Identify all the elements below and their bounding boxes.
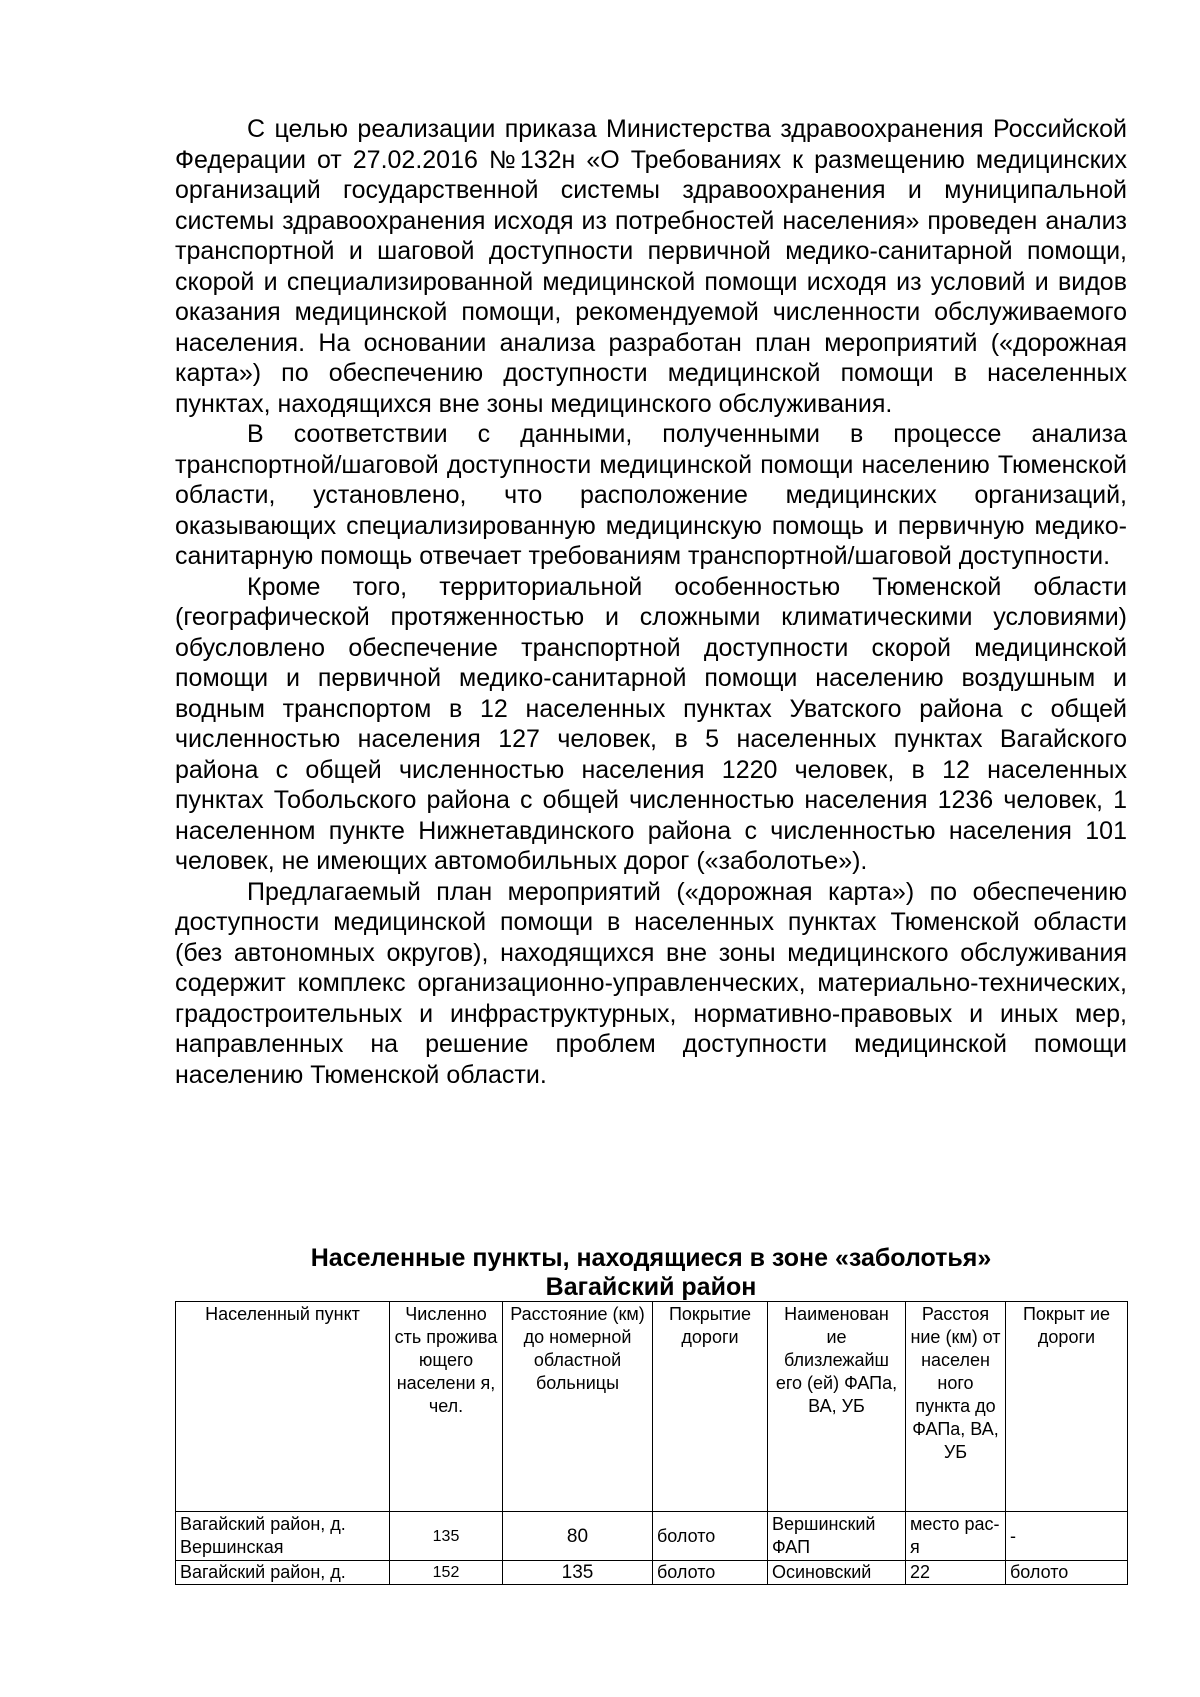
- cell-population: 152: [390, 1561, 503, 1585]
- cell-road-surface-2: болото: [1006, 1561, 1128, 1585]
- paragraph-4: Предлагаемый план мероприятий («дорожная карта») по обеспечению доступности медицинской помощи в населенных пунктах Тюменской области (без автономных округов), находящихся вне зоны медицинского обслуживания содержит комплекс организационно-управленческих, материально-технических, градостроительных и инфраструктурных, нормативно-правовых и иных мер, направленных на решение проблем доступности медицинской помощи населению Тюменской области.: [175, 877, 1127, 1089]
- paragraph-3: Кроме того, территориальной особенностью Тюменской области (географической протяженностью и сложными климатическими условиями) обусловлено обеспечение транспортной доступности скорой медицинской помощи и первичной медико-санитарной помощи населению воздушным и водным транспортом в 12 населенных пунктах Уватского района с общей численностью населения 127 человек, в 5 населенных пунктах Вагайского района с общей численностью населения 1220 человек, в 12 населенных пунктах Тобольского района с общей численностью населения 1236 человек, 1 населенном пункте Нижнетавдинского района с численностью населения 101 человек, не имеющих автомобильных дорог («заболотье»).: [175, 572, 1127, 875]
- cell-distance-fap: 22: [906, 1561, 1006, 1585]
- cell-distance-hospital: 80: [503, 1512, 653, 1561]
- cell-road-surface: болото: [653, 1561, 768, 1585]
- header-road-surface-2: Покрыт ие дороги: [1006, 1302, 1128, 1512]
- paragraph-1: С целью реализации приказа Министерства здравоохранения Российской Федерации от 27.02.2016 №132н «О Требованиях к размещению медицинских организаций государственной системы здравоохранения и муниципальной системы здравоохранения исходя из потребностей населения» проведен анализ транспортной и шаговой доступности первичной медико-санитарной помощи, скорой и специализированной медицинской помощи исходя из условий и видов оказания медицинской помощи, рекомендуемой численности обслуживаемого населения. На основании анализа разработан план мероприятий («дорожная карта») по обеспечению доступности медицинской помощи в населенных пунктах, находящихся вне зоны медицинского обслуживания.: [175, 115, 1127, 418]
- header-population: Численно сть прожива ющего населени я, чел.: [390, 1302, 503, 1512]
- cell-nearest-fap: Осиновский: [768, 1561, 906, 1585]
- cell-road-surface-2: -: [1006, 1512, 1128, 1561]
- settlements-table: [175, 1301, 1128, 1585]
- header-distance-hospital: Расстояние (км) до номерной областной больницы: [503, 1302, 653, 1512]
- table-row: [176, 1561, 1128, 1585]
- cell-distance-hospital: 135: [503, 1561, 653, 1585]
- cell-settlement: Вагайский район, д.: [176, 1561, 390, 1585]
- table-subtitle: Вагайский район: [545, 1273, 757, 1301]
- cell-population: 135: [390, 1512, 503, 1561]
- header-nearest-fap: Наименован ие близлежайш его (ей) ФАПа, ВА, УБ: [768, 1302, 906, 1512]
- cell-settlement: Вагайский район, д. Вершинская: [176, 1512, 390, 1561]
- header-road-surface: Покрытие дороги: [653, 1302, 768, 1512]
- cell-nearest-fap: Вершинский ФАП: [768, 1512, 906, 1561]
- cell-distance-fap: место рас-я: [906, 1512, 1006, 1561]
- header-settlement: Населенный пункт: [176, 1302, 390, 1512]
- table-row: [176, 1512, 1128, 1561]
- paragraph-2: В соответствии с данными, полученными в процессе анализа транспортной/шаговой доступности медицинской помощи населению Тюменской области, установлено, что расположение медицинских организаций, оказывающих специализированную медицинскую помощь и первичную медико-санитарную помощь отвечает требованиям транспортной/шаговой доступности.: [175, 420, 1127, 570]
- table-title: Населенные пункты, находящиеся в зоне «заболотья»: [310, 1244, 992, 1272]
- cell-road-surface: болото: [653, 1512, 768, 1561]
- header-distance-fap: Расстоя ние (км) от населен ного пункта до ФАПа, ВА, УБ: [906, 1302, 1006, 1512]
- table-header-row: [176, 1302, 1128, 1512]
- body-text: [175, 114, 1127, 1090]
